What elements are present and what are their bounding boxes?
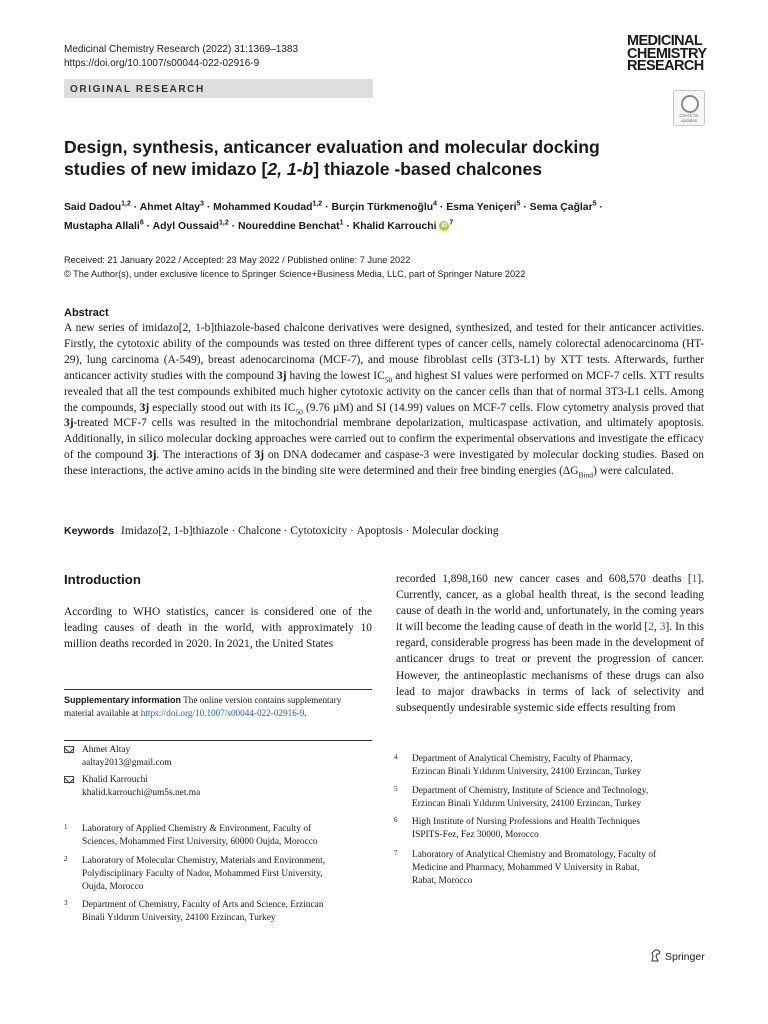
author-separator: · [599, 202, 603, 213]
supplementary-link[interactable]: https://doi.org/10.1007/s00044-022-02916-9 [140, 707, 305, 718]
keyword-separator: · [231, 526, 235, 537]
affiliation [64, 855, 374, 895]
contact-name: Khalid Karrouchi [82, 775, 148, 785]
contact-email[interactable]: khalid.karrouchi@um5s.net.ma [82, 788, 201, 798]
orcid-icon[interactable]: iD [441, 223, 448, 230]
supplementary-label: Supplementary information [64, 695, 182, 705]
corresponding-author [64, 744, 364, 772]
author-list [64, 198, 724, 236]
introduction-right-paragraph: recorded 1,898,160 new cancer cases and 608,570 deaths [1]. Currently, cancer, as a global health threat, is the second leading cause of death in the world and, unfortunately, in the coming years it will become the leading cause of death in the world [2, 3]. In this regard, considerable progress has been made in the development of anticancer drugs to treat or prevent the progression of cancer. However, the antineoplastic mechanisms of these drugs can also lead to major drawbacks in terms of lack of selectivity and subsequently undesirable systemic side effects resulting from [396, 573, 704, 714]
keyword: Apoptosis [356, 525, 403, 537]
affiliation-text: Laboratory of Analytical Chemistry and Bromatology, Faculty of Medicine and Pharmacy, Mohammed V University in Rabat, Rabat, Morocco [412, 850, 657, 887]
journal-logo [627, 35, 706, 73]
check-for-updates-badge[interactable] [673, 90, 705, 126]
author-separator: · [133, 202, 138, 213]
citation-link[interactable]: 3 [659, 621, 666, 634]
author-line [64, 217, 724, 236]
email-icon [64, 776, 74, 783]
divider [64, 689, 372, 690]
author[interactable]: Ahmet Altay$^3$ [139, 200, 204, 213]
affiliation-text: Department of Chemistry, Institute of Science and Technology, Erzincan Binali Yıldırım University, 24100 Erzincan, Turkey [412, 786, 649, 810]
divider [64, 740, 372, 741]
title-italic: 2, 1-b [267, 159, 314, 179]
author[interactable]: Burçin Türkmenoğlu$^4$ [331, 200, 437, 213]
affiliation [394, 816, 704, 844]
contact-email[interactable]: aaltay2013@gmail.com [82, 758, 172, 768]
author-separator: · [439, 202, 444, 213]
keyword-separator: · [350, 526, 354, 537]
author[interactable]: Mustapha Allali$^6$ [64, 219, 144, 232]
author-separator: · [146, 221, 151, 232]
affiliation-text: Laboratory of Molecular Chemistry, Materials and Environment, Polydisciplinary Faculty of Nador, Mohammed First University, Oujda, Morocco [82, 856, 326, 893]
affiliation-number: 1 [64, 823, 68, 831]
affiliation [394, 849, 704, 889]
springer-horse-icon [650, 949, 662, 962]
author[interactable]: Esma Yeniçeri$^5$ [446, 200, 521, 213]
introduction-heading: Introduction [64, 572, 141, 587]
article-history [64, 253, 724, 281]
keywords-label: Keywords [64, 525, 115, 537]
article-title [64, 136, 704, 180]
citation-link[interactable]: 2 [648, 621, 654, 634]
affiliation-text: Laboratory of Applied Chemistry & Environment, Faculty of Sciences, Mohammed First University, 60000 Oujda, Morocco [82, 824, 318, 848]
keyword: Imidazo[2, 1-b]thiazole [121, 525, 229, 537]
affiliation-number: 4 [394, 753, 398, 761]
affiliation-number: 3 [64, 899, 68, 907]
keywords [64, 524, 704, 539]
affiliation-number: 7 [394, 849, 398, 857]
affiliation-number: 5 [394, 785, 398, 793]
author-separator: · [206, 202, 211, 213]
corresponding-author [64, 774, 364, 802]
keyword: Molecular docking [412, 525, 499, 537]
author-line [64, 198, 724, 217]
keyword: Chalcone [237, 525, 281, 537]
check-updates-icon [681, 95, 699, 113]
author-separator: · [325, 202, 329, 213]
author[interactable]: Adyl Oussaid$^{1,2}$ [152, 219, 229, 232]
author-separator: · [523, 202, 527, 213]
keyword-separator: · [405, 526, 410, 537]
author-separator: · [231, 221, 236, 232]
author-separator: · [346, 221, 350, 232]
affiliation-number: 2 [64, 855, 68, 863]
title-line: Design, synthesis, anticancer evaluation and molecular docking [64, 137, 600, 157]
journal-logo-line: MEDICINAL [627, 33, 703, 49]
journal-logo-line: RESEARCH [627, 58, 704, 74]
author[interactable]: Mohammed Koudad$^{1,2}$ [213, 200, 323, 213]
contact-name: Ahmet Altay [82, 745, 131, 755]
author[interactable]: Said Dadou$^{1,2}$ [64, 200, 131, 213]
title-text: studies of new imidazo [ [64, 159, 268, 179]
affiliation [64, 823, 374, 851]
dates-line: Received: 21 January 2022 / Accepted: 23 May 2022 / Published online: 7 June 2022 [64, 255, 411, 265]
affiliation [394, 785, 704, 813]
copyright-line: © The Author(s), under exclusive licence to Springer Science+Business Media, LLC, part of Springer Nature 2022 [64, 269, 526, 279]
journal-logo-line: CHEMISTRY [627, 45, 707, 62]
citation-link[interactable]: 1 [691, 573, 698, 585]
author[interactable]: Noureddine Benchat$^1$ [238, 219, 344, 232]
keyword: Cytotoxicity [290, 525, 348, 537]
doi-link[interactable]: https://doi.org/10.1007/s00044-022-02916-9 [64, 58, 260, 69]
article-category: ORIGINAL RESEARCH [70, 84, 205, 95]
affiliation [64, 899, 374, 927]
title-text: ] thiazole -based chalcones [313, 159, 543, 179]
journal-citation: Medicinal Chemistry Research (2022) 31:1369–1383 [64, 44, 299, 55]
check-updates-label: Check for updates [679, 113, 699, 123]
author[interactable]: Sema Çağlar$^5$ [529, 200, 597, 213]
publisher-logo [650, 949, 705, 964]
affiliation-text: High Institute of Nursing Professions and Health Techniques ISPITS-Fez, Fez 30000, Morocco [412, 817, 641, 841]
affiliation [394, 753, 704, 781]
supplementary-information: Supplementary information The online version contains supplementary material available at https://doi.org/10.1007/s00044-022-02916-9. [64, 695, 342, 718]
title-line [64, 158, 704, 180]
abstract-heading: Abstract [64, 307, 109, 319]
abstract-body: A new series of imidazo[2, 1-b]thiazole-based chalcone derivatives were designed, synthesized, and tested for their anticancer activities. Firstly, the cytotoxic ability of the compounds was tested on three different types of cancer cells, namely colorectal adenocarcinoma (HT-29), lung carcinoma (A-549), breast adenocarcinoma (MCF-7), and mouse fibroblast cells (3T3-L1) by XTT tests. Afterwards, further anticancer activity studies with the compound 3j having the lowest $IC_{50}$ and highest SI values were performed on MCF-7 cells. XTT results revealed that all the test compounds exhibited much higher cytotoxic activity on the cancer cells than that of normal 3T3-L1 cells. Among the compounds, 3j especially stood out with its $IC_{50}$ (9.76 µM) and SI (14.99) values on MCF-7 cells. Flow cytometry analysis proved that 3j-treated MCF-7 cells was resulted in the mitochondrial membrane depolarization, multicaspase activation, and ultimately apoptosis. Additionally, in silico molecular docking approaches were carried out to confirm the experimental observations and investigate the efficacy of the compound 3j. The interactions of 3j on DNA dodecamer and caspase-3 were investigated by molecular docking studies. Based on these interactions, the active amino acids in the binding site were determined and their free binding energies $(\Delta G_{Bind})$ were calculated. [64, 322, 704, 480]
affiliation-text: Department of Chemistry, Faculty of Arts and Science, Erzincan Binali Yıldırım University, 24100 Erzincan, Turkey [82, 900, 324, 924]
keyword-separator: · [283, 526, 288, 537]
introduction-left-paragraph: According to WHO statistics, cancer is considered one of the leading causes of death in the world, with approximately 10 million deaths recorded in 2020. In 2021, the United States [64, 606, 372, 651]
publisher-name: Springer [665, 951, 705, 963]
affiliation-number: 6 [394, 816, 398, 824]
affiliation-text: Department of Analytical Chemistry, Faculty of Pharmacy, Erzincan Binali Yıldırım University, 24100 Erzincan, Turkey [412, 754, 642, 778]
email-icon [64, 746, 74, 753]
author[interactable]: Khalid Karrouchi iD $^7$ [352, 219, 454, 232]
article-category-bar [64, 79, 373, 98]
